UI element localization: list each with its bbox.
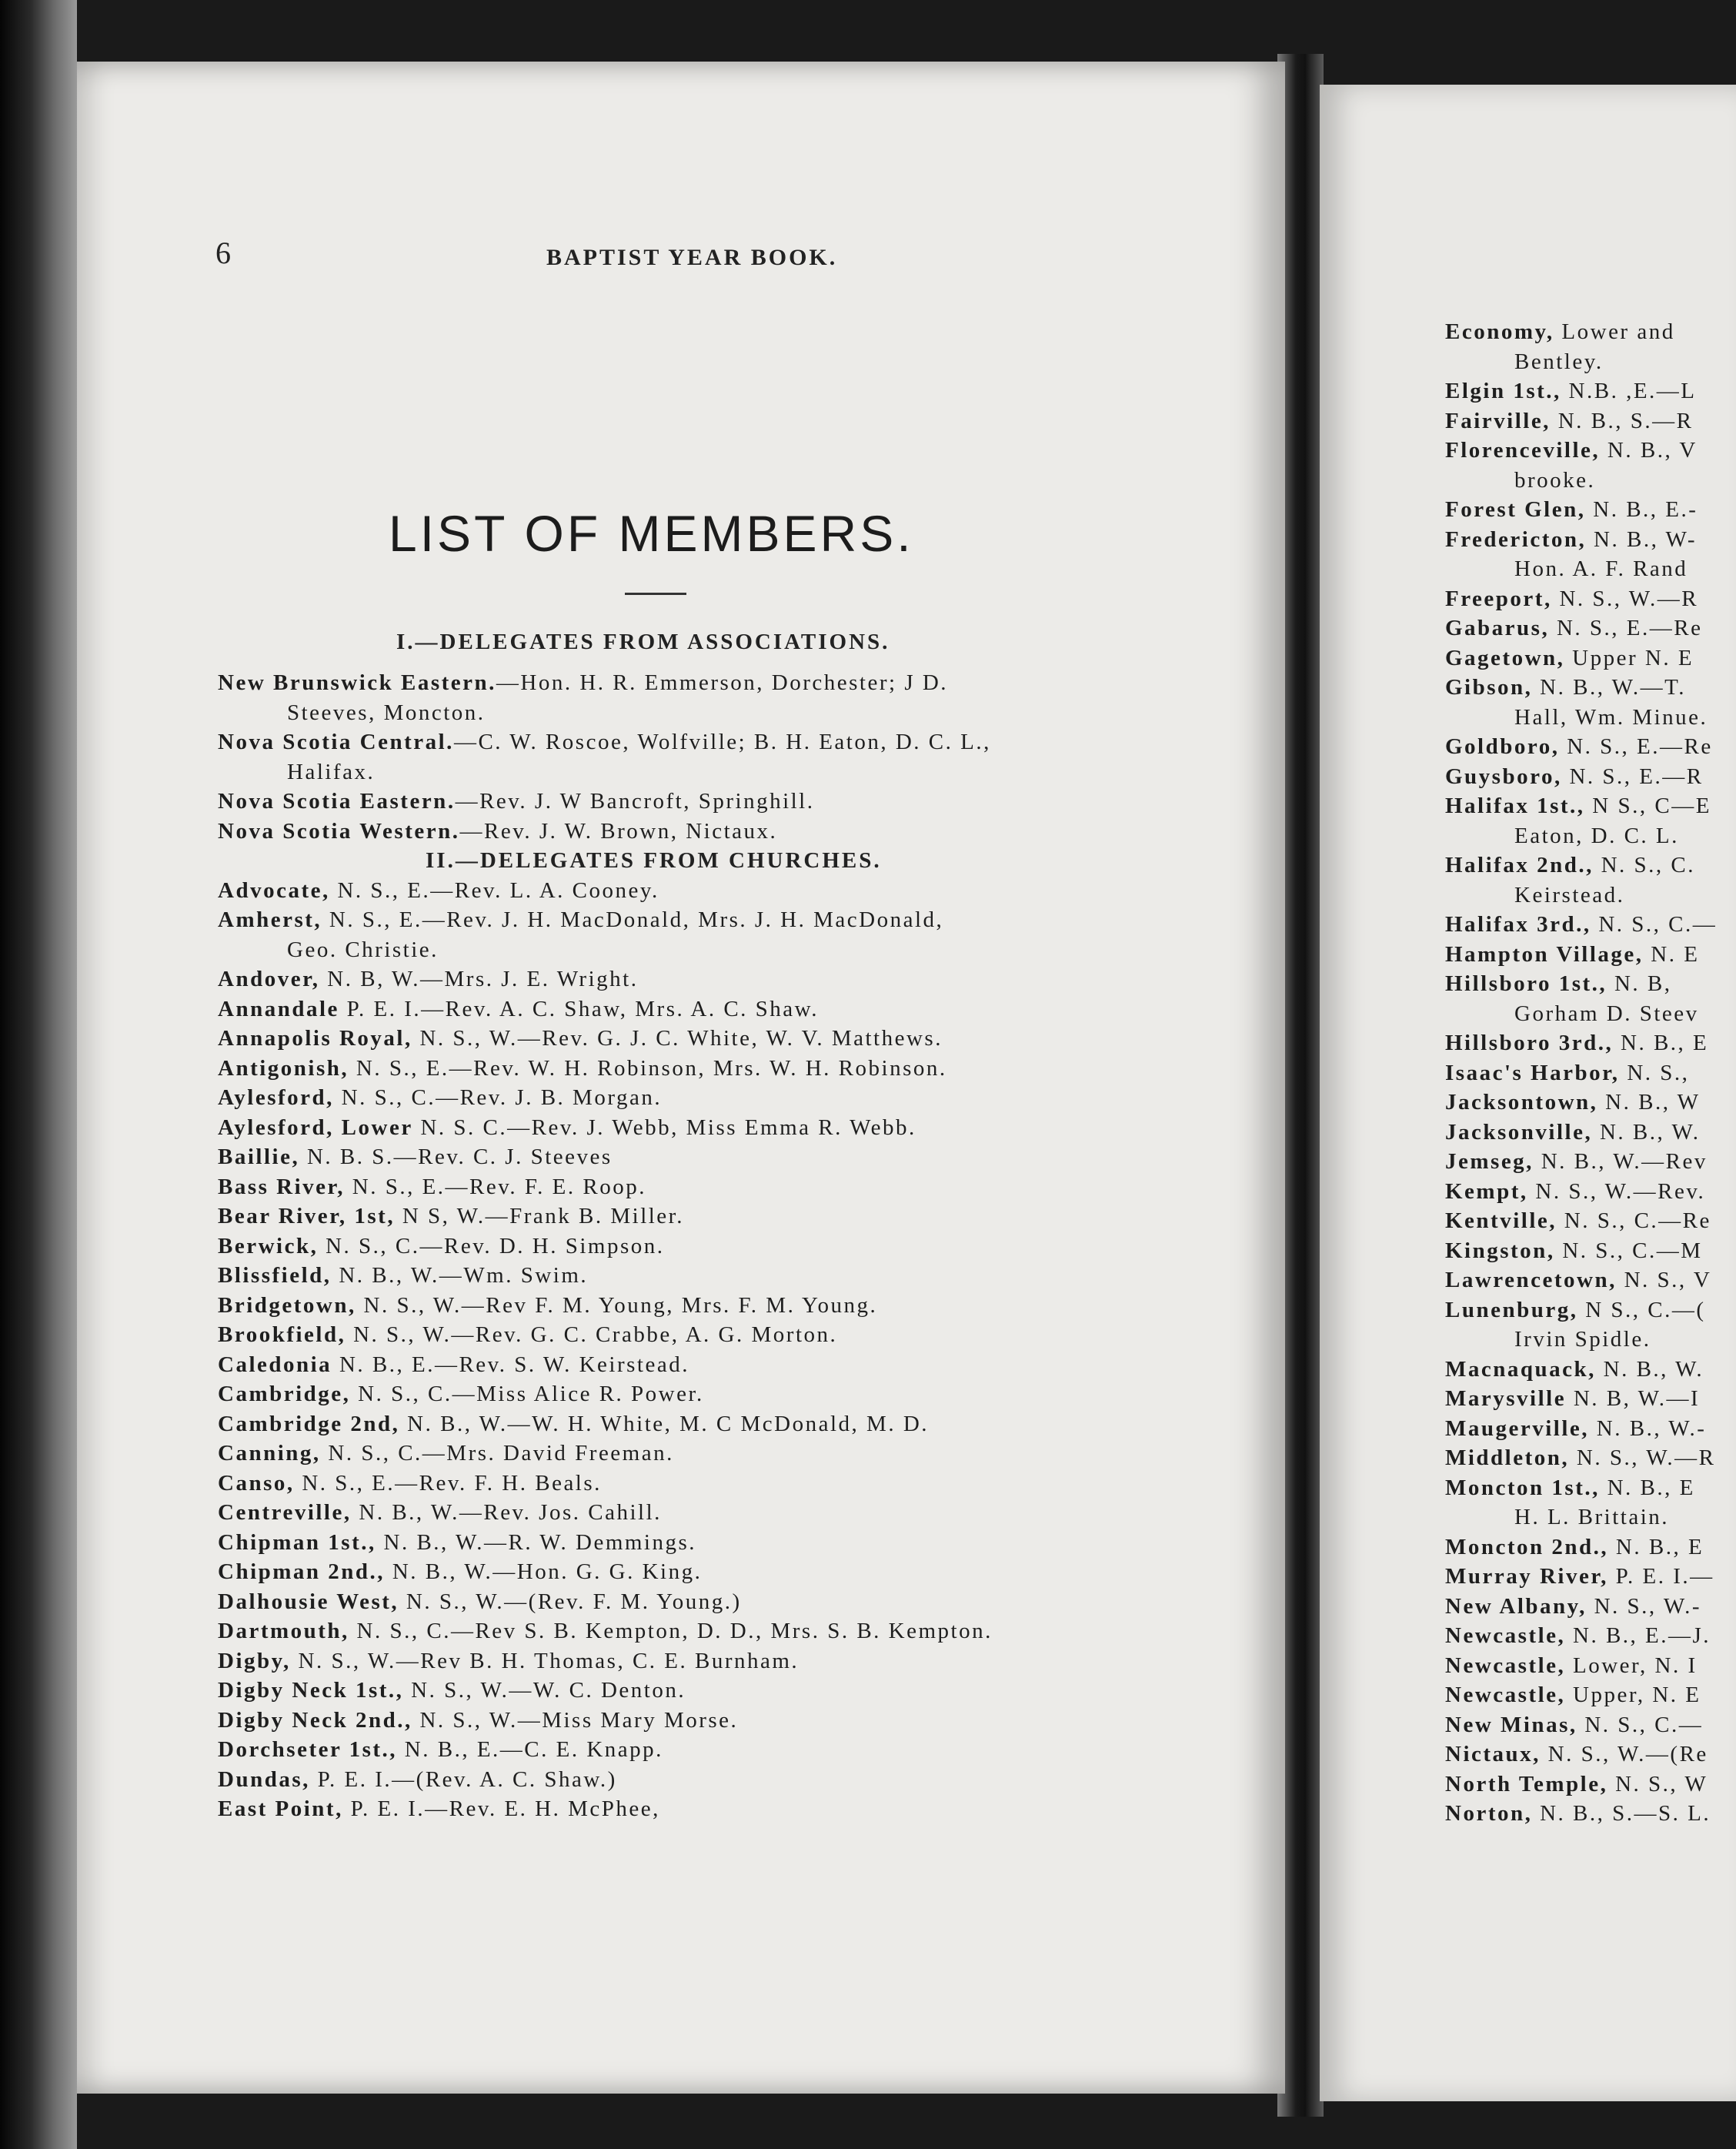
list-item bbox=[1445, 1592, 1717, 1622]
entry-place: Digby Neck 1st., bbox=[218, 1678, 404, 1703]
entry-delegates: N. S., W.—R bbox=[1551, 586, 1699, 611]
associations-list bbox=[218, 668, 1172, 846]
list-item bbox=[1445, 732, 1717, 762]
entry-delegates: N. S., E.—Rev. J. H. MacDonald, Mrs. J. H. MacDonald, bbox=[322, 907, 944, 932]
entry-place: Digby, bbox=[218, 1648, 291, 1673]
section-heading-associations: I.—DELEGATES FROM ASSOCIATIONS. bbox=[396, 630, 890, 654]
entry-place: Hillsboro 3rd., bbox=[1445, 1031, 1614, 1055]
list-item bbox=[1445, 1770, 1717, 1800]
entry-delegates: N. S., C.— bbox=[1591, 912, 1718, 937]
entry-place: Berwick, bbox=[218, 1233, 319, 1258]
list-item bbox=[1445, 1384, 1717, 1414]
entry-delegates: P. E. I.—(Rev. A. C. Shaw.) bbox=[309, 1766, 617, 1792]
entry-delegates: N. S., E.—Rev. W. H. Robinson, Mrs. W. H. Robinson. bbox=[349, 1055, 947, 1081]
entry-delegates: P. E. I.—Rev. A. C. Shaw, Mrs. A. C. Shaw. bbox=[339, 996, 819, 1021]
entry-delegates: N. B., E bbox=[1599, 1475, 1695, 1500]
list-item bbox=[218, 817, 1172, 847]
list-item bbox=[218, 1409, 1172, 1439]
entry-place: Gagetown, bbox=[1445, 645, 1565, 670]
entry-delegates: N. S., E.—Rev. F. E. Roop. bbox=[345, 1174, 646, 1199]
entry-place: New Albany, bbox=[1445, 1593, 1587, 1619]
list-item bbox=[1445, 1651, 1717, 1681]
list-item bbox=[1445, 436, 1717, 495]
entry-delegates: N. B., E.—Rev. S. W. Keirstead. bbox=[332, 1352, 689, 1377]
list-item bbox=[1445, 1473, 1717, 1532]
entry-delegates: —Hon. H. R. Emmerson, Dorchester; J D. bbox=[496, 670, 949, 695]
entry-delegates: N. B., W.—Hon. G. G. King. bbox=[385, 1559, 703, 1584]
page-number: 6 bbox=[215, 236, 231, 270]
list-item bbox=[218, 1024, 1172, 1054]
list-item bbox=[218, 1054, 1172, 1084]
entry-delegates: P. E. I.—Rev. E. H. McPhee, bbox=[342, 1796, 660, 1821]
list-item bbox=[1445, 1680, 1717, 1710]
list-item bbox=[218, 905, 1172, 964]
entry-place: Baillie, bbox=[218, 1145, 300, 1169]
entry-delegates: N. S., C.—Rev S. B. Kempton, D. D., Mrs. S. B. Kempton. bbox=[349, 1619, 993, 1643]
entry-place: Chipman 2nd., bbox=[218, 1559, 386, 1584]
entry-place: Maugerville, bbox=[1445, 1415, 1590, 1441]
entry-place: Dalhousie West, bbox=[218, 1589, 399, 1614]
entry-place: Centreville, bbox=[218, 1500, 352, 1525]
right-page bbox=[1320, 85, 1736, 2101]
list-item bbox=[1445, 1355, 1717, 1385]
book-edge bbox=[0, 0, 77, 2149]
entry-delegates: N. S., C.—Rev. J. B. Morgan. bbox=[333, 1085, 663, 1110]
list-item bbox=[1445, 1028, 1717, 1058]
list-item bbox=[1445, 1710, 1717, 1740]
entry-place: Jacksonville, bbox=[1445, 1119, 1593, 1145]
entry-place: Isaac's Harbor, bbox=[1445, 1060, 1620, 1085]
list-item bbox=[1445, 1206, 1717, 1236]
list-item bbox=[218, 1261, 1172, 1291]
entry-place: Kingston, bbox=[1445, 1238, 1555, 1263]
entry-place: Bass River, bbox=[218, 1174, 345, 1199]
entry-place: Halifax 2nd., bbox=[1445, 853, 1594, 877]
entry-delegates: N. S., E.—Re bbox=[1559, 734, 1713, 759]
entry-place: Halifax 1st., bbox=[1445, 794, 1585, 818]
entry-delegates: N. B., E.—J. bbox=[1565, 1623, 1711, 1648]
list-item bbox=[218, 1765, 1172, 1795]
entry-continuation: Hon. A. F. Rand bbox=[1514, 556, 1688, 581]
list-item bbox=[1445, 969, 1717, 1028]
running-head: BAPTIST YEAR BOOK. bbox=[546, 245, 838, 270]
entry-place: Nova Scotia Western. bbox=[218, 818, 460, 844]
entry-delegates: N. S., W.—Rev. bbox=[1527, 1178, 1706, 1204]
list-item bbox=[218, 994, 1172, 1024]
entry-delegates: N. S., W.—Miss Mary Morse. bbox=[412, 1707, 739, 1733]
entry-place: New Brunswick Eastern. bbox=[218, 670, 496, 695]
list-item bbox=[1445, 851, 1717, 910]
entry-delegates: N. S., W.—W. C. Denton. bbox=[403, 1678, 686, 1703]
entry-place: Aylesford, Lower bbox=[218, 1115, 413, 1140]
entry-place: Nictaux, bbox=[1445, 1742, 1541, 1766]
entry-delegates: N. B, W.—Mrs. J. E. Wright. bbox=[319, 967, 639, 991]
entry-delegates: N. S., C.—M bbox=[1554, 1238, 1703, 1263]
list-item bbox=[218, 1794, 1172, 1824]
list-item bbox=[218, 1202, 1172, 1232]
list-item bbox=[1445, 1058, 1717, 1088]
list-item bbox=[1445, 1265, 1717, 1295]
list-item bbox=[1445, 1532, 1717, 1562]
entry-place: Dundas, bbox=[218, 1766, 310, 1792]
entry-place: Lawrencetown, bbox=[1445, 1268, 1617, 1292]
entry-place: Bridgetown, bbox=[218, 1292, 356, 1318]
entry-delegates: N. S., bbox=[1619, 1060, 1690, 1085]
entry-delegates: N. S., W.—Rev. G. J. C. White, W. V. Matthews. bbox=[412, 1026, 943, 1051]
entry-place: Cambridge, bbox=[218, 1382, 351, 1406]
entry-place: Brookfield, bbox=[218, 1322, 346, 1347]
entry-place: Newcastle, bbox=[1445, 1623, 1566, 1648]
entry-place: Newcastle, bbox=[1445, 1683, 1566, 1707]
list-item bbox=[218, 1350, 1172, 1380]
entry-place: Norton, bbox=[1445, 1801, 1533, 1826]
entry-delegates: N. B., W.—W. H. White, M. C McDonald, M. D. bbox=[399, 1411, 930, 1436]
entry-continuation: Halifax. bbox=[287, 759, 376, 784]
list-item bbox=[218, 1439, 1172, 1469]
list-item bbox=[218, 1232, 1172, 1262]
entry-continuation: Bentley. bbox=[1514, 349, 1604, 374]
entry-delegates: Lower, N. I bbox=[1565, 1653, 1698, 1678]
page-title: LIST OF MEMBERS. bbox=[389, 505, 914, 562]
entry-delegates: N. S., W.—(Rev. F. M. Young.) bbox=[399, 1589, 742, 1614]
entry-place: East Point, bbox=[218, 1796, 343, 1821]
entry-continuation: Eaton, D. C. L. bbox=[1514, 823, 1679, 848]
list-item bbox=[1445, 525, 1717, 584]
list-item bbox=[218, 1528, 1172, 1558]
entry-place: Middleton, bbox=[1445, 1445, 1570, 1470]
entry-delegates: —C. W. Roscoe, Wolfville; B. H. Eaton, D. C. L., bbox=[453, 730, 991, 754]
entry-delegates: N. S., C.—Re bbox=[1557, 1208, 1711, 1233]
entry-place: Blissfield, bbox=[218, 1263, 332, 1288]
entry-delegates: N. B., W.—Rev bbox=[1533, 1149, 1708, 1174]
entry-place: Antigonish, bbox=[218, 1055, 349, 1081]
section-heading-churches: II.—DELEGATES FROM CHURCHES. bbox=[426, 848, 882, 873]
entry-place: Newcastle, bbox=[1445, 1653, 1566, 1678]
entry-place: Annandale bbox=[218, 996, 339, 1021]
entry-place: Florenceville, bbox=[1445, 438, 1601, 463]
list-item bbox=[1445, 376, 1717, 406]
entry-place: Amherst, bbox=[218, 907, 322, 932]
entry-delegates: N. B., W bbox=[1597, 1090, 1701, 1115]
entry-continuation: Gorham D. Steev bbox=[1514, 1001, 1699, 1026]
list-item bbox=[1445, 1177, 1717, 1207]
list-item bbox=[1445, 1236, 1717, 1266]
entry-delegates: Upper N. E bbox=[1564, 645, 1694, 670]
list-item bbox=[1445, 613, 1717, 643]
list-item bbox=[218, 1557, 1172, 1587]
entry-delegates: N. S., C.— bbox=[1577, 1712, 1704, 1737]
entry-delegates: N.B. ,E.—L bbox=[1561, 379, 1697, 403]
entry-place: Caledonia bbox=[218, 1352, 332, 1377]
entry-delegates: N. S., W.—Rev F. M. Young, Mrs. F. M. Young. bbox=[356, 1292, 878, 1318]
list-item bbox=[218, 1083, 1172, 1113]
entry-delegates: —Rev. J. W Bancroft, Springhill. bbox=[455, 789, 815, 814]
entry-delegates: N. S., E.—Rev. L. A. Cooney. bbox=[329, 877, 659, 903]
list-item bbox=[218, 1320, 1172, 1350]
entry-delegates: N. B, bbox=[1607, 971, 1672, 996]
entry-delegates: N. S., C.—Miss Alice R. Power. bbox=[350, 1382, 704, 1406]
entry-place: Fredericton, bbox=[1445, 526, 1587, 552]
entry-place: North Temple, bbox=[1445, 1771, 1608, 1796]
list-item bbox=[1445, 940, 1717, 970]
list-item bbox=[218, 1646, 1172, 1676]
entry-place: Kempt, bbox=[1445, 1178, 1528, 1204]
entry-delegates: N. B., W.—Rev. Jos. Cahill. bbox=[351, 1500, 662, 1525]
entry-continuation: Geo. Christie. bbox=[287, 937, 439, 962]
entry-delegates: N S, W.—Frank B. Miller. bbox=[395, 1204, 684, 1228]
list-item bbox=[1445, 584, 1717, 614]
entry-delegates: N. S., C. bbox=[1593, 853, 1696, 877]
entry-place: New Minas, bbox=[1445, 1712, 1577, 1737]
churches-list bbox=[218, 876, 1172, 1824]
entry-delegates: N. B., S.—R bbox=[1550, 408, 1694, 433]
entry-place: Lunenburg, bbox=[1445, 1297, 1578, 1322]
entry-place: Cambridge 2nd, bbox=[218, 1411, 400, 1436]
entry-place: Annapolis Royal, bbox=[218, 1026, 412, 1051]
entry-delegates: N. B., E bbox=[1613, 1031, 1709, 1055]
entry-delegates: N. B., E bbox=[1608, 1534, 1704, 1559]
list-item bbox=[218, 1676, 1172, 1706]
entry-place: Nova Scotia Eastern. bbox=[218, 789, 456, 814]
entry-delegates: N. B., E.—C. E. Knapp. bbox=[397, 1737, 663, 1762]
entry-place: Canning, bbox=[218, 1441, 321, 1466]
list-item bbox=[218, 964, 1172, 994]
entry-delegates: N. B., W- bbox=[1586, 526, 1697, 552]
entry-place: Hillsboro 1st., bbox=[1445, 971, 1607, 996]
entry-place: Moncton 1st., bbox=[1445, 1475, 1600, 1500]
entry-place: Economy, bbox=[1445, 319, 1554, 344]
list-item bbox=[218, 1498, 1172, 1528]
list-item bbox=[1445, 1443, 1717, 1473]
entry-place: Murray River, bbox=[1445, 1564, 1608, 1589]
entry-delegates: N. B, W.—I bbox=[1566, 1386, 1701, 1411]
entry-delegates: Lower and bbox=[1554, 319, 1675, 344]
entry-delegates: N. S., C.—Mrs. David Freeman. bbox=[320, 1441, 674, 1466]
entry-place: Goldboro, bbox=[1445, 734, 1560, 759]
list-item bbox=[1445, 406, 1717, 436]
list-item bbox=[1445, 1295, 1717, 1355]
list-item bbox=[1445, 1799, 1717, 1829]
entry-delegates: N. S., E.—Re bbox=[1549, 616, 1703, 640]
entry-delegates: N. S., W.- bbox=[1586, 1593, 1701, 1619]
list-item bbox=[1445, 1621, 1717, 1651]
list-item bbox=[218, 1735, 1172, 1765]
entry-place: Marysville bbox=[1445, 1386, 1567, 1411]
list-item bbox=[1445, 1088, 1717, 1118]
entry-place: Nova Scotia Central. bbox=[218, 730, 454, 754]
entry-place: Andover, bbox=[218, 967, 320, 991]
entry-place: Chipman 1st., bbox=[218, 1529, 376, 1555]
entry-delegates: N. S. C.—Rev. J. Webb, Miss Emma R. Webb. bbox=[412, 1115, 916, 1140]
entry-delegates: N. B., E.- bbox=[1585, 497, 1698, 522]
list-item bbox=[218, 787, 1172, 817]
entry-continuation: Keirstead. bbox=[1514, 882, 1625, 907]
entry-delegates: N. S., C.—Rev. D. H. Simpson. bbox=[318, 1233, 665, 1258]
entry-continuation: H. L. Brittain. bbox=[1514, 1505, 1670, 1529]
entry-place: Elgin 1st., bbox=[1445, 379, 1561, 403]
list-item bbox=[218, 668, 1172, 727]
entry-delegates: N. B., S.—S. L. bbox=[1532, 1801, 1711, 1826]
entry-continuation: Hall, Wm. Minue. bbox=[1514, 704, 1708, 730]
list-item bbox=[1445, 791, 1717, 851]
entry-continuation: brooke. bbox=[1514, 467, 1596, 493]
entry-delegates: N. B., W. bbox=[1595, 1356, 1704, 1382]
entry-delegates: N. B., V bbox=[1600, 438, 1698, 463]
title-rule bbox=[625, 593, 686, 595]
entry-delegates: Upper, N. E bbox=[1565, 1683, 1701, 1707]
list-item bbox=[1445, 1740, 1717, 1770]
entry-place: Kentville, bbox=[1445, 1208, 1557, 1233]
entry-delegates: N. S., V bbox=[1616, 1268, 1712, 1292]
entry-delegates: N S., C—E bbox=[1584, 794, 1711, 818]
list-item bbox=[1445, 762, 1717, 792]
entry-delegates: N. S., E.—Rev. F. H. Beals. bbox=[294, 1470, 602, 1496]
entry-place: Dartmouth, bbox=[218, 1619, 349, 1643]
list-item bbox=[218, 1469, 1172, 1499]
entry-place: Canso, bbox=[218, 1470, 295, 1496]
entry-place: Forest Glen, bbox=[1445, 497, 1586, 522]
list-item bbox=[1445, 643, 1717, 673]
entry-delegates: N. S., W.—(Re bbox=[1540, 1742, 1708, 1766]
entry-place: Advocate, bbox=[218, 877, 330, 903]
entry-continuation: Steeves, Moncton. bbox=[287, 700, 486, 725]
entry-place: Jemseg, bbox=[1445, 1149, 1534, 1174]
list-item bbox=[218, 1291, 1172, 1321]
entry-delegates: N. S., W.—Rev. G. C. Crabbe, A. G. Morton. bbox=[346, 1322, 838, 1347]
entry-continuation: Irvin Spidle. bbox=[1514, 1327, 1651, 1352]
list-item bbox=[218, 1616, 1172, 1646]
entry-place: Gibson, bbox=[1445, 675, 1533, 700]
entry-delegates: N. E bbox=[1643, 941, 1700, 967]
list-item bbox=[218, 1142, 1172, 1172]
entry-delegates: N. B., W.—T. bbox=[1532, 675, 1686, 700]
list-item bbox=[1445, 1118, 1717, 1148]
entry-delegates: N. S., W.—Rev B. H. Thomas, C. E. Burnham. bbox=[290, 1648, 800, 1673]
entry-place: Hampton Village, bbox=[1445, 941, 1644, 967]
entry-place: Halifax 3rd., bbox=[1445, 912, 1591, 937]
entry-place: Fairville, bbox=[1445, 408, 1551, 433]
list-item bbox=[218, 1113, 1172, 1143]
entry-place: Jacksontown, bbox=[1445, 1090, 1598, 1115]
entry-place: Digby Neck 2nd., bbox=[218, 1707, 412, 1733]
list-item bbox=[1445, 495, 1717, 525]
entry-delegates: P. E. I.— bbox=[1607, 1564, 1714, 1589]
entry-place: Freeport, bbox=[1445, 586, 1552, 611]
list-item bbox=[218, 876, 1172, 906]
list-item bbox=[1445, 317, 1717, 376]
list-item bbox=[1445, 673, 1717, 732]
list-item bbox=[218, 727, 1172, 787]
entry-delegates: N S., C.—( bbox=[1577, 1297, 1706, 1322]
list-item bbox=[218, 1706, 1172, 1736]
entry-place: Macnaquack, bbox=[1445, 1356, 1596, 1382]
list-item bbox=[218, 1587, 1172, 1617]
entry-place: Guysboro, bbox=[1445, 764, 1562, 789]
entry-delegates: N. B., W. bbox=[1592, 1119, 1701, 1145]
entry-delegates: N. B., W.—R. W. Demmings. bbox=[376, 1529, 697, 1555]
entry-delegates: N. S., E.—R bbox=[1561, 764, 1704, 789]
entry-delegates: N. S., W.—R bbox=[1569, 1445, 1716, 1470]
entry-place: Gabarus, bbox=[1445, 616, 1550, 640]
list-item bbox=[218, 1379, 1172, 1409]
right-page-list bbox=[1445, 317, 1717, 1829]
list-item bbox=[1445, 1562, 1717, 1592]
entry-delegates: N. S., W bbox=[1607, 1771, 1708, 1796]
list-item bbox=[1445, 1147, 1717, 1177]
entry-delegates: —Rev. J. W. Brown, Nictaux. bbox=[459, 818, 778, 844]
member-list bbox=[218, 668, 1172, 1824]
entry-delegates: N. B., W.—Wm. Swim. bbox=[331, 1263, 589, 1288]
entry-delegates: N. B. S.—Rev. C. J. Steeves bbox=[299, 1145, 613, 1169]
entry-delegates: N. B., W.- bbox=[1589, 1415, 1707, 1441]
list-item bbox=[1445, 1414, 1717, 1444]
list-item bbox=[218, 1172, 1172, 1202]
entry-place: Bear River, 1st, bbox=[218, 1204, 396, 1228]
entry-place: Dorchseter 1st., bbox=[218, 1737, 398, 1762]
entry-place: Moncton 2nd., bbox=[1445, 1534, 1609, 1559]
entry-place: Aylesford, bbox=[218, 1085, 334, 1110]
list-item bbox=[1445, 910, 1717, 940]
